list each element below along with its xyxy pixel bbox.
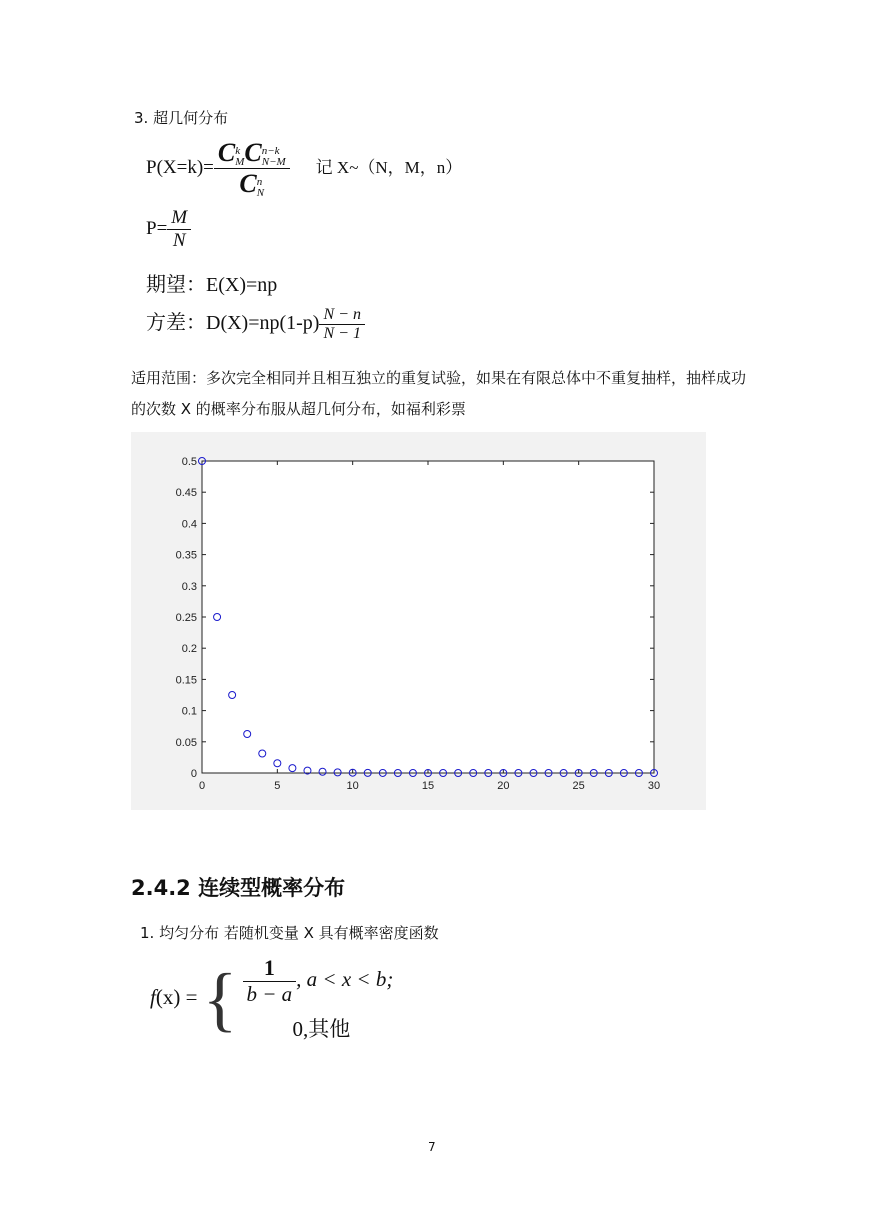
left-brace: {	[202, 959, 238, 1039]
y-tick-label: 0	[190, 768, 197, 780]
chart-svg	[131, 432, 706, 810]
pmf-fraction	[214, 138, 290, 199]
x-tick-label: 0	[198, 780, 206, 792]
distribution-notation: 记 X~（N，M，n）	[315, 157, 463, 177]
y-tick-label: 0.35	[175, 549, 197, 562]
pmf-lhs: P(X=k)=	[146, 156, 214, 178]
y-tick-label: 0.25	[175, 612, 197, 624]
pmf-numerator: C k M C n−k N−M	[217, 138, 286, 168]
hypergeometric-chart	[131, 432, 706, 810]
x-tick-label: 10	[346, 780, 359, 792]
hypergeometric-pmf-formula	[146, 138, 462, 199]
probability-formula: P= $\frac{M}{N}$	[146, 207, 191, 252]
x-tick-label: 5	[274, 780, 281, 792]
section-heading-hypergeometric: 3. 超几何分布	[134, 109, 229, 127]
uniform-distribution-intro: 1. 均匀分布 若随机变量 X 具有概率密度函数	[140, 924, 439, 942]
y-tick-label: 0.2	[181, 643, 197, 656]
y-tick-label: 0.3	[181, 580, 197, 593]
x-tick-label: 20	[497, 780, 510, 792]
variance-formula: 方差：D(X)=np(1-p) $\frac{N - n}{N - 1}$	[146, 306, 365, 343]
pmf-denominator: C n N	[239, 169, 265, 199]
section-heading-continuous: 2.4.2 连续型概率分布	[131, 876, 346, 900]
page-number: 7	[428, 1140, 436, 1154]
y-tick-label: 0.4	[181, 518, 197, 531]
y-tick-label: 0.5	[181, 456, 197, 468]
x-tick-label: 25	[572, 780, 585, 792]
description-paragraph: 适用范围：多次完全相同并且相互独立的重复试验，如果在有限总体中不重复抽样，抽样成功的次数 X 的概率分布服从超几何分布，如福利彩票	[131, 369, 747, 418]
y-tick-label: 0.05	[175, 736, 197, 749]
y-tick-label: 0.1	[181, 705, 197, 718]
x-tick-label: 30	[647, 780, 661, 792]
plot-area	[202, 461, 654, 773]
y-tick-label: 0.15	[175, 674, 197, 687]
x-tick-label: 15	[421, 780, 435, 792]
expectation-formula: 期望：E(X)=np	[146, 274, 278, 296]
y-tick-label: 0.45	[175, 487, 197, 500]
uniform-density-formula: f(x) = { $\frac{1}{b - a}$ , a < x < b; 0,其他	[150, 955, 394, 1041]
